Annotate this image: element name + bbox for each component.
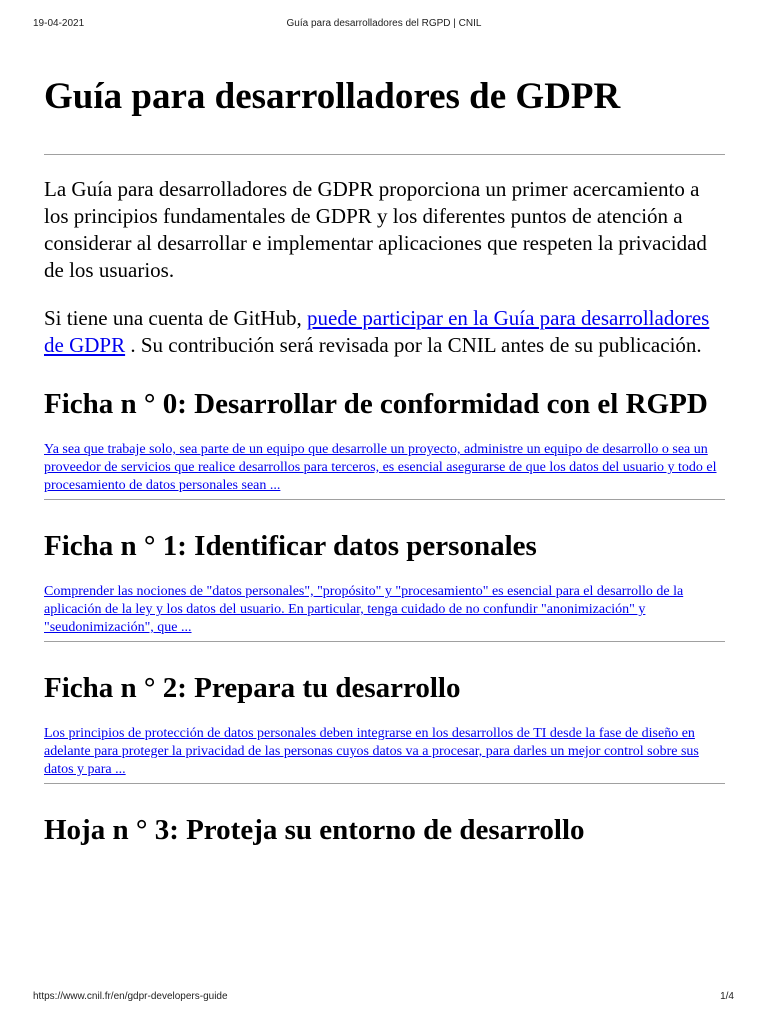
divider [44,154,725,155]
section-title-0: Ficha n ° 0: Desarrollar de conformidad con el RGPD [44,388,708,420]
print-footer [0,991,768,1007]
section-title-2: Ficha n ° 2: Prepara tu desarrollo [44,672,461,704]
print-header [0,18,768,34]
print-page-title: Guía para desarrolladores del RGPD | CNIL [286,18,482,29]
section-excerpt-link-1[interactable]: Comprender las nociones de "datos personales", "propósito" y "procesamiento" es esencial para el desarrollo de la aplicación de la ley y los datos del usuario. En particular, tenga cuidado de no confundir "anonimización" y "seudonimización", que ... [44,584,684,635]
github-contribute-link[interactable]: puede participar en la Guía para desarrolladores de GDPR [44,306,710,357]
section-title-3: Hoja n ° 3: Proteja su entorno de desarrollo [44,814,585,846]
article-content [44,70,725,847]
divider [44,641,725,642]
print-page-number: 1/4 [720,991,734,1002]
print-url: https://www.cnil.fr/en/gdpr-developers-guide [33,991,228,1002]
page-title: Guía para desarrolladores de GDPR [44,76,621,117]
section-excerpt-link-0[interactable]: Ya sea que trabaje solo, sea parte de un equipo que desarrolle un proyecto, administre un equipo de desarrollo o sea un proveedor de servicios que realice desarrollos para terceros, es esencial asegurarse de que los datos del usuario y todo el procesamiento de datos personales sean ... [44,442,717,493]
section-excerpt-link-2[interactable]: Los principios de protección de datos personales deben integrarse en los desarrollos de TI desde la fase de diseño en adelante para proteger la privacidad de las personas cuyos datos va a procesar, para darles un mejor control sobre sus datos y para ... [44,726,699,777]
section-title-1: Ficha n ° 1: Identificar datos personales [44,530,537,562]
github-suffix: . Su contribución será revisada por la CNIL antes de su publicación. [130,333,702,357]
intro-paragraph: La Guía para desarrolladores de GDPR proporciona un primer acercamiento a los principios fundamentales de GDPR y los diferentes puntos de atención a considerar al desarrollar e implementar aplicaciones que respeten la privacidad de los usuarios. [44,177,707,282]
divider [44,499,725,500]
divider [44,783,725,784]
print-date: 19-04-2021 [33,18,85,29]
github-prefix: Si tiene una cuenta de GitHub, [44,306,302,330]
github-paragraph [44,305,725,359]
